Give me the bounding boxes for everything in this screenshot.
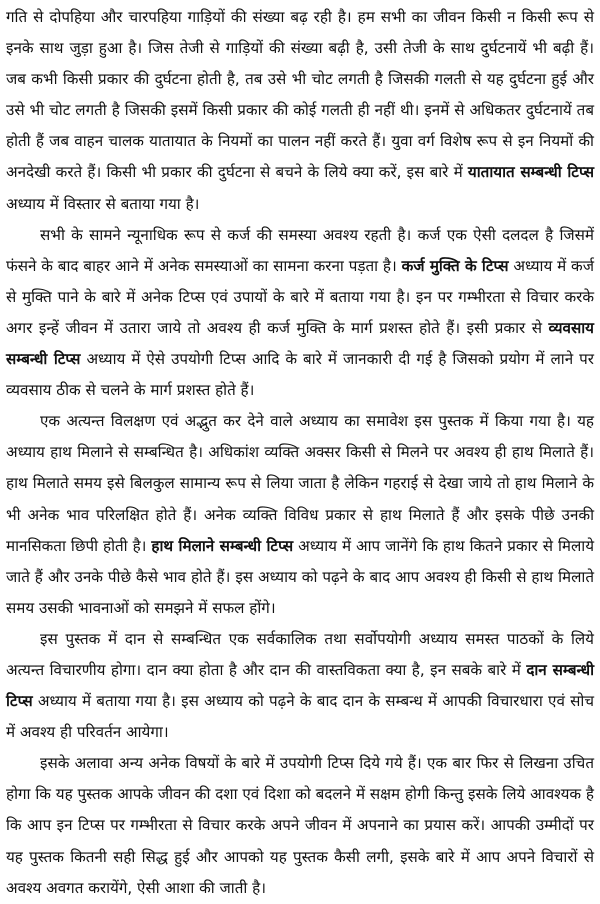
chapter-title-handshake-tips: हाथ मिलाने सम्बन्धी टिप्स <box>151 536 294 555</box>
text-segment: अध्याय में विस्तार से बताया गया है। <box>6 194 200 213</box>
text-segment: सभी के सामने न्यूनाधिक रूप से कर्ज की समस्या अवश्य रहती है। कर्ज एक ऐसी दलदल है जिसमें फंसने के बाद बाहर आने में अनेक समस्याओं का सामना करना पड़ता है। <box>6 225 594 275</box>
text-segment: गति से दोपहिया और चारपहिया गाड़ियों की संख्या बढ़ रही है। हम सभी का जीवन किसी न किसी रूप से इनके साथ जुड़ा हुआ है। जिस तेजी से गाड़ियों की संख्या बढ़ी है, उसी तेजी के साथ दुर्घटनायें भी बढ़ी हैं। जब कभी किसी प्रकार की दुर्घटना होती है, तब उसे भी चोट लगती है जिसकी गलती से यह दुर्घटना हुई और उसे भी चोट लगती है जिसकी इसमें किसी प्रकार की कोई गलती ही नहीं थी। इनमें से अधिकतर दुर्घटनायें तब होती हैं जब वाहन चालक यातायात के नियमों का पालन नहीं करते हैं। युवा वर्ग विशेष रूप से इन नियमों की अनदेखी करते हैं। किसी भी प्रकार की दुर्घटना से बचने के लिये क्या करें, इस बारे में <box>6 8 594 182</box>
paragraph-debt <box>6 220 594 407</box>
text-segment: अध्याय में आप जानेंगे कि हाथ कितने प्रकार से मिलाये जाते हैं और उनके पीछे कैसे भाव होते हैं। इस अध्याय को पढ़ने के बाद आप अवश्य ही किसी से हाथ मिलाते समय उसकी भावनाओं को समझने में सफल होंगे। <box>6 536 595 617</box>
text-segment: अध्याय में ऐसे उपयोगी टिप्स आदि के बारे में जानकारी दी गई है जिसको प्रयोग में लाने पर व्यवसाय ठीक से चलने के मार्ग प्रशस्त होते हैं। <box>6 350 594 400</box>
text-segment: एक अत्यन्त विलक्षण एवं अद्भुत कर देने वाले अध्याय का समावेश इस पुस्तक में किया गया है। यह अध्याय हाथ मिलाने से सम्बन्धित है। अधिकांश व्यक्ति अक्सर किसी से मिलने पर अवश्य ही हाथ मिलाते हैं। हाथ मिलाते समय इसे बिलकुल सामान्य रूप से लिया जाता है लेकिन गहराई से देखा जाये तो हाथ मिलाने के भी अनेक भाव परिलक्षित होते हैं। अनेक व्यक्ति विविध प्रकार से हाथ मिलाते हैं और इसके पीछे उनकी मानसिकता छिपी होती है। <box>6 412 594 555</box>
paragraph-handshake <box>6 406 594 624</box>
chapter-title-debt-tips: कर्ज मुक्ति के टिप्स <box>401 256 509 275</box>
text-segment: अध्याय में बताया गया है। इस अध्याय को पढ़ने के बाद दान के सम्बन्ध में आपकी विचारधारा एवं सोच में अवश्य ही परिवर्तन आयेगा। <box>6 692 594 742</box>
paragraph-conclusion <box>6 748 594 903</box>
text-segment: अध्याय में कर्ज से मुक्ति पाने के बारे में अनेक टिप्स एवं उपायों के बारे में बताया गया है। इन पर गम्भीरता से विचार करके अगर इन्हें जीवन में उतारा जाये तो अवश्य ही कर्ज मुक्ति के मार्ग प्रशस्त होते हैं। इसी प्रकार से <box>6 256 594 337</box>
chapter-title-charity-tips: दान सम्बन्धी टिप्स <box>6 660 595 711</box>
chapter-title-traffic-tips: यातायात सम्बन्धी टिप्स <box>467 163 594 182</box>
chapter-title-business-tips: व्यवसाय सम्बन्धी टिप्स <box>6 318 594 369</box>
text-segment: इसके अलावा अन्य अनेक विषयों के बारे में उपयोगी टिप्स दिये गये हैं। एक बार फिर से लिखना उचित होगा कि यह पुस्तक आपके जीवन की दशा एवं दिशा को बदलने में सक्षम होगी किन्तु इसके लिये आवश्यक है कि आप इन टिप्स पर गम्भीरता से विचार करके अपने जीवन में अपनाने का प्रयास करें। आपकी उम्मीदों पर यह पुस्तक कितनी सही सिद्ध हुई और आपको यह पुस्तक कैसी लगी, इसके बारे में आप अपने विचारों से अवश्य अवगत करायेंगे, ऐसी आशा की जाती है। <box>6 754 594 897</box>
paragraph-vehicles <box>6 2 594 220</box>
text-segment: इस पुस्तक में दान से सम्बन्धित एक सर्वकालिक तथा सर्वोपयोगी अध्याय समस्त पाठकों के लिये अत्यन्त विचारणीय होगा। दान क्या होता है और दान की वास्तविकता क्या है, इन सबके बारे में <box>6 629 594 679</box>
paragraph-charity <box>6 624 594 748</box>
